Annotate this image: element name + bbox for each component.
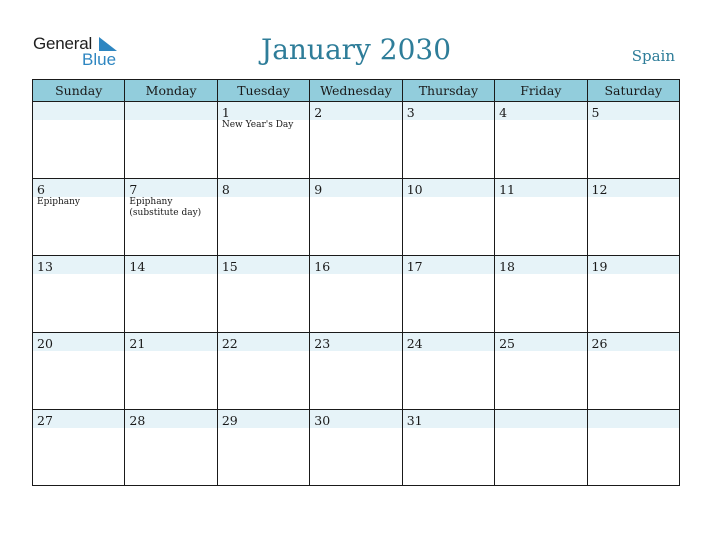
- day-cell: [310, 410, 402, 486]
- day-cell: [403, 256, 495, 332]
- day-cell: [218, 102, 310, 178]
- week-row: [33, 256, 679, 333]
- week-row: [33, 102, 679, 179]
- day-number: 3: [406, 105, 415, 120]
- weekday-header-thursday: Thursday: [403, 80, 495, 101]
- day-number-strip: [588, 256, 679, 274]
- day-cell: [403, 333, 495, 409]
- day-cell: [218, 256, 310, 332]
- day-cell: [33, 102, 125, 178]
- country-label: Spain: [631, 47, 675, 65]
- weekday-header-row: [33, 80, 679, 102]
- day-number-strip: [33, 179, 124, 197]
- day-number-strip: [33, 333, 124, 351]
- day-number: 12: [591, 182, 608, 197]
- day-cell: [125, 333, 217, 409]
- day-number-strip: [218, 333, 309, 351]
- day-number-strip: [588, 179, 679, 197]
- day-number-strip: [403, 333, 494, 351]
- day-number: 14: [129, 259, 146, 274]
- day-number-strip: [310, 410, 401, 428]
- day-cell: [310, 179, 402, 255]
- day-number-strip: [310, 102, 401, 120]
- day-cell: [495, 179, 587, 255]
- day-number: 22: [221, 336, 238, 351]
- day-number-strip: [403, 256, 494, 274]
- day-number: 10: [406, 182, 423, 197]
- week-row: [33, 410, 679, 486]
- day-cell: [125, 102, 217, 178]
- day-number-strip: [495, 333, 586, 351]
- weeks-container: [33, 102, 679, 486]
- day-cell: [310, 333, 402, 409]
- day-number: 11: [499, 182, 516, 197]
- day-number: 8: [221, 182, 230, 197]
- day-number-strip: [588, 102, 679, 120]
- day-number: 4: [499, 105, 508, 120]
- day-number-strip: [125, 179, 216, 197]
- day-number-strip: [495, 179, 586, 197]
- day-number: 30: [314, 413, 331, 428]
- day-number-strip: [495, 256, 586, 274]
- day-number: 17: [406, 259, 423, 274]
- day-cell: [588, 102, 679, 178]
- day-number: 28: [129, 413, 146, 428]
- day-cell: [403, 179, 495, 255]
- day-cell: [403, 102, 495, 178]
- weekday-header-sunday: Sunday: [33, 80, 125, 101]
- day-number-strip: [125, 333, 216, 351]
- day-number-strip: [495, 410, 586, 428]
- week-row: [33, 333, 679, 410]
- day-cell: [125, 410, 217, 486]
- day-number: 26: [591, 336, 608, 351]
- day-cell: [125, 179, 217, 255]
- day-number-strip: [588, 410, 679, 428]
- day-number: 15: [221, 259, 238, 274]
- day-number-strip: [218, 179, 309, 197]
- day-cell: [403, 410, 495, 486]
- week-row: [33, 179, 679, 256]
- holiday-label: Epiphany (substitute day): [129, 197, 202, 218]
- day-number: 13: [37, 259, 53, 274]
- day-number-strip: [125, 256, 216, 274]
- day-number: 21: [129, 336, 146, 351]
- logo-text-blue: Blue: [82, 50, 117, 69]
- weekday-header-saturday: Saturday: [604, 83, 663, 98]
- day-cell: [125, 256, 217, 332]
- holiday-label: New Year's Day: [221, 120, 294, 130]
- calendar-title: January 2030: [260, 33, 452, 66]
- day-number-strip: [310, 333, 401, 351]
- day-number: 5: [591, 105, 600, 120]
- holiday-label: Epiphany: [37, 197, 81, 207]
- weekday-header-friday: Friday: [495, 80, 587, 101]
- day-cell: [495, 102, 587, 178]
- day-number-strip: [588, 333, 679, 351]
- day-number: 6: [37, 182, 45, 197]
- day-cell: [33, 410, 125, 486]
- weekday-header-wednesday: Wednesday: [310, 80, 402, 101]
- day-number-strip: [33, 256, 124, 274]
- day-number: 16: [314, 259, 331, 274]
- day-number: 18: [499, 259, 516, 274]
- day-number: 23: [314, 336, 331, 351]
- day-number-strip: [218, 256, 309, 274]
- weekday-header-monday: Monday: [125, 80, 217, 101]
- month-calendar-grid: [32, 79, 680, 486]
- day-cell: [588, 256, 679, 332]
- day-number-strip: [495, 102, 586, 120]
- day-number: 24: [406, 336, 423, 351]
- day-number-strip: [403, 410, 494, 428]
- day-number-strip: [218, 102, 309, 120]
- day-number: 2: [314, 105, 323, 120]
- weekday-header-tuesday: Tuesday: [218, 80, 310, 101]
- day-cell: [495, 256, 587, 332]
- day-cell: [218, 333, 310, 409]
- day-number: 1: [221, 105, 230, 120]
- day-cell: [495, 333, 587, 409]
- day-cell: [495, 410, 587, 486]
- day-number-strip: [218, 410, 309, 428]
- day-number: 27: [37, 413, 53, 428]
- day-number-strip: [125, 410, 216, 428]
- day-cell: [218, 410, 310, 486]
- day-number-strip: [403, 179, 494, 197]
- day-number: 29: [221, 413, 238, 428]
- day-number-strip: [310, 256, 401, 274]
- day-cell: [588, 410, 679, 486]
- day-cell: [33, 179, 125, 255]
- day-number-strip: [33, 102, 124, 120]
- day-cell: [310, 256, 402, 332]
- day-number-strip: [33, 410, 124, 428]
- day-number: 19: [591, 259, 608, 274]
- day-number-strip: [403, 102, 494, 120]
- day-cell: [588, 179, 679, 255]
- day-number: 25: [499, 336, 516, 351]
- day-number: 20: [37, 336, 53, 351]
- logo-text-general: General: [33, 34, 93, 53]
- day-number: 31: [406, 413, 423, 428]
- day-number-strip: [310, 179, 401, 197]
- day-number-strip: [125, 102, 216, 120]
- day-cell: [33, 256, 125, 332]
- day-cell: [310, 102, 402, 178]
- day-number: 9: [314, 182, 323, 197]
- day-number: 7: [129, 182, 138, 197]
- day-cell: [588, 333, 679, 409]
- day-cell: [33, 333, 125, 409]
- day-cell: [218, 179, 310, 255]
